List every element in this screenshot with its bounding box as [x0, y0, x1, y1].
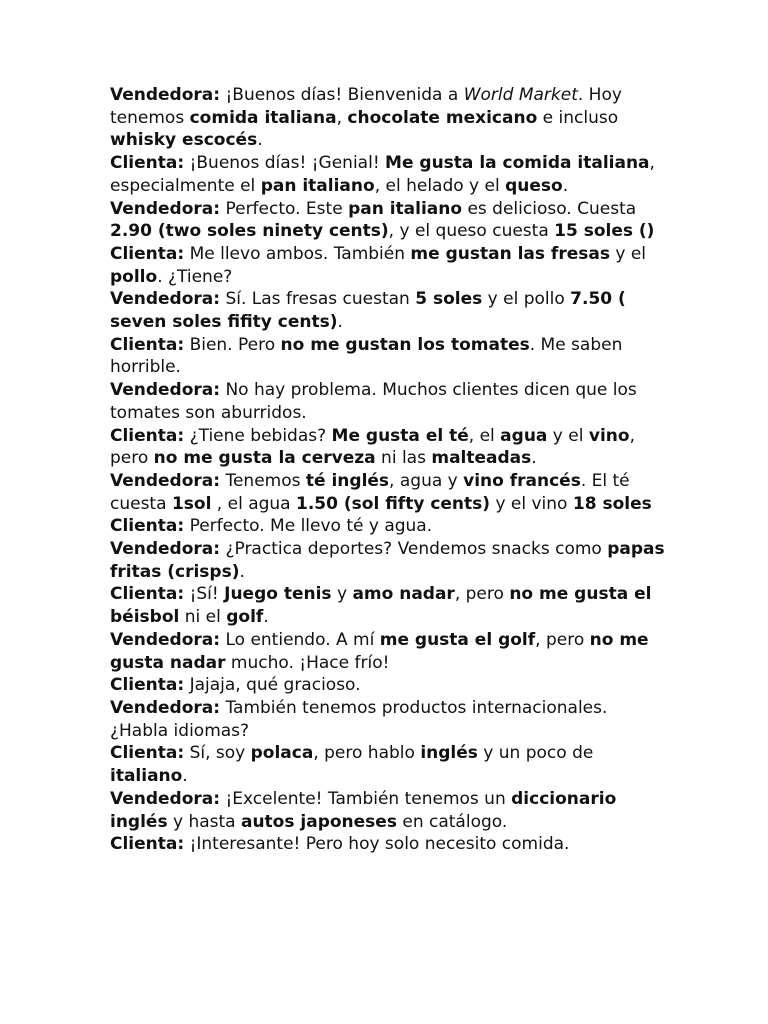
line-text: , el helado y el [374, 175, 506, 196]
line-text: , pero [110, 425, 635, 469]
line-text: ni el [179, 607, 227, 628]
line-text: y [331, 584, 353, 605]
dialogue-line [110, 674, 670, 697]
line-text: . [337, 312, 343, 333]
line-text: También tenemos productos internacionales. ¿Habla idiomas? [110, 697, 608, 741]
line-text: Lo entiendo. A mí [220, 629, 380, 650]
line-text: . ¿Tiene? [157, 266, 233, 287]
emphasized-text: 5 soles [415, 289, 483, 310]
dialogue-line [110, 243, 670, 288]
speaker-label: Vendedora: [110, 629, 221, 650]
emphasized-text: vino [588, 425, 630, 446]
emphasized-text: diccionario inglés [110, 788, 617, 832]
emphasized-text: no me gustan los tomates [280, 334, 530, 355]
emphasized-text: pan italiano [348, 198, 463, 219]
line-text: ¡Buenos días! Bienvenida a [220, 85, 464, 105]
dialogue-line [110, 84, 670, 152]
line-text: , pero [535, 629, 590, 650]
line-text: y un poco de [477, 743, 594, 764]
emphasized-text: no me gusta la cerveza [153, 448, 376, 469]
line-text: , especialmente el [110, 153, 655, 196]
emphasized-text: polaca [250, 743, 314, 764]
line-text: ni las [375, 448, 432, 469]
line-text: Me llevo ambos. También [184, 243, 411, 264]
dialogue-text [110, 84, 670, 856]
speaker-label: Clienta: [110, 584, 185, 605]
dialogue-line [110, 629, 670, 674]
line-text: y el [609, 243, 647, 264]
emphasized-text: whisky escocés [110, 130, 258, 151]
line-text: Sí. Las fresas cuestan [220, 289, 416, 310]
line-text: ¡Buenos días! ¡Genial! [184, 153, 386, 174]
emphasized-text: 1sol [171, 493, 212, 514]
emphasized-text: autos japoneses [240, 811, 397, 832]
line-text: . [562, 175, 569, 196]
dialogue-line [110, 425, 670, 470]
line-text: . Hoy tenemos [110, 85, 622, 128]
dialogue-line [110, 288, 670, 333]
speaker-label: Clienta: [110, 243, 185, 264]
line-text: Sí, soy [184, 743, 251, 764]
speaker-label: Vendedora: [110, 289, 221, 310]
emphasized-text: 1.50 (sol fifty cents) [296, 493, 491, 514]
speaker-label: Vendedora: [110, 697, 221, 718]
line-text: ¡Interesante! Pero hoy solo necesito comida. [184, 834, 570, 855]
speaker-label: Clienta: [110, 743, 185, 764]
line-text: . [263, 607, 269, 628]
emphasized-text: papas fritas (crisps) [110, 539, 665, 582]
emphasized-text: no me gusta nadar [110, 629, 649, 673]
emphasized-text: té inglés [305, 470, 390, 491]
emphasized-text: amo nadar [352, 584, 455, 605]
emphasized-text: me gustan las fresas [410, 243, 610, 264]
line-text: . Me saben horrible. [110, 334, 623, 378]
dialogue-line [110, 470, 670, 515]
line-text: , el [468, 425, 501, 446]
speaker-label: Vendedora: [110, 198, 221, 219]
emphasized-text: 18 soles [572, 493, 652, 514]
line-text: ¡Sí! [184, 584, 225, 605]
italic-text: World Market [463, 85, 578, 105]
emphasized-text: vino francés [463, 470, 581, 491]
line-text: . [182, 766, 188, 787]
line-text: , y el queso cuesta [388, 221, 555, 242]
speaker-label: Clienta: [110, 675, 185, 696]
line-text: . [239, 561, 245, 582]
emphasized-text: inglés [420, 743, 478, 764]
speaker-label: Vendedora: [110, 470, 221, 491]
line-text: . [257, 130, 263, 151]
speaker-label: Clienta: [110, 334, 185, 355]
line-text: y el vino [490, 493, 573, 514]
speaker-label: Vendedora: [110, 380, 221, 401]
emphasized-text: chocolate mexicano [347, 107, 538, 128]
line-text: es delicioso. Cuesta [462, 198, 637, 219]
emphasized-text: no me gusta el béisbol [110, 584, 652, 628]
dialogue-line [110, 515, 670, 538]
line-text: e incluso [537, 107, 619, 128]
speaker-label: Vendedora: [110, 788, 221, 809]
emphasized-text: pan italiano [260, 175, 375, 196]
emphasized-text: Juego tenis [224, 584, 332, 605]
line-text: mucho. ¡Hace frío! [225, 652, 390, 673]
speaker-label: Vendedora: [110, 85, 221, 105]
dialogue-line [110, 697, 670, 742]
emphasized-text: Me gusta la comida italiana [385, 153, 650, 174]
emphasized-text: 2.90 (two soles ninety cents) [110, 221, 389, 242]
speaker-label: Clienta: [110, 425, 185, 446]
line-text: Bien. Pero [184, 334, 281, 355]
line-text: ¿Practica deportes? Vendemos snacks como [220, 539, 608, 560]
line-text: . [531, 448, 537, 469]
emphasized-text: malteadas [431, 448, 532, 469]
dialogue-line [110, 788, 670, 833]
line-text: y el pollo [482, 289, 571, 310]
emphasized-text: pollo [110, 266, 158, 287]
emphasized-text: me gusta el golf [379, 629, 536, 650]
line-text: , agua y [389, 470, 464, 491]
speaker-label: Vendedora: [110, 539, 221, 560]
dialogue-line [110, 334, 670, 379]
line-text: , [336, 107, 348, 128]
line-text: en catálogo. [396, 811, 508, 832]
line-text: , el agua [211, 493, 297, 514]
line-text: , pero [454, 584, 510, 605]
emphasized-text: 7.50 ( seven soles fifity cents) [110, 289, 626, 333]
line-text: Jajaja, qué gracioso. [184, 675, 361, 696]
emphasized-text: italiano [110, 766, 183, 787]
dialogue-line [110, 833, 670, 856]
dialogue-line [110, 152, 670, 197]
emphasized-text: agua [500, 425, 548, 446]
line-text: ¡Excelente! También tenemos un [220, 788, 512, 809]
emphasized-text: comida italiana [189, 107, 337, 128]
line-text: y hasta [167, 811, 241, 832]
dialogue-line [110, 538, 670, 583]
emphasized-text: 15 soles () [554, 221, 655, 242]
dialogue-line [110, 742, 670, 787]
line-text: y el [547, 425, 589, 446]
speaker-label: Clienta: [110, 153, 185, 174]
line-text: Tenemos [220, 470, 306, 491]
line-text: . El té cuesta [110, 470, 630, 514]
dialogue-line [110, 198, 670, 243]
line-text: No hay problema. Muchos clientes dicen que los tomates son aburridos. [110, 380, 637, 423]
line-text: ¿Tiene bebidas? [184, 425, 332, 446]
emphasized-text: Me gusta el té [331, 425, 469, 446]
emphasized-text: queso [505, 175, 563, 196]
dialogue-line [110, 583, 670, 628]
line-text: , pero hablo [313, 743, 421, 764]
speaker-label: Clienta: [110, 516, 185, 537]
line-text: Perfecto. Me llevo té y agua. [184, 516, 433, 537]
dialogue-line [110, 379, 670, 424]
line-text: Perfecto. Este [220, 198, 349, 219]
speaker-label: Clienta: [110, 834, 185, 855]
emphasized-text: golf [226, 607, 264, 628]
